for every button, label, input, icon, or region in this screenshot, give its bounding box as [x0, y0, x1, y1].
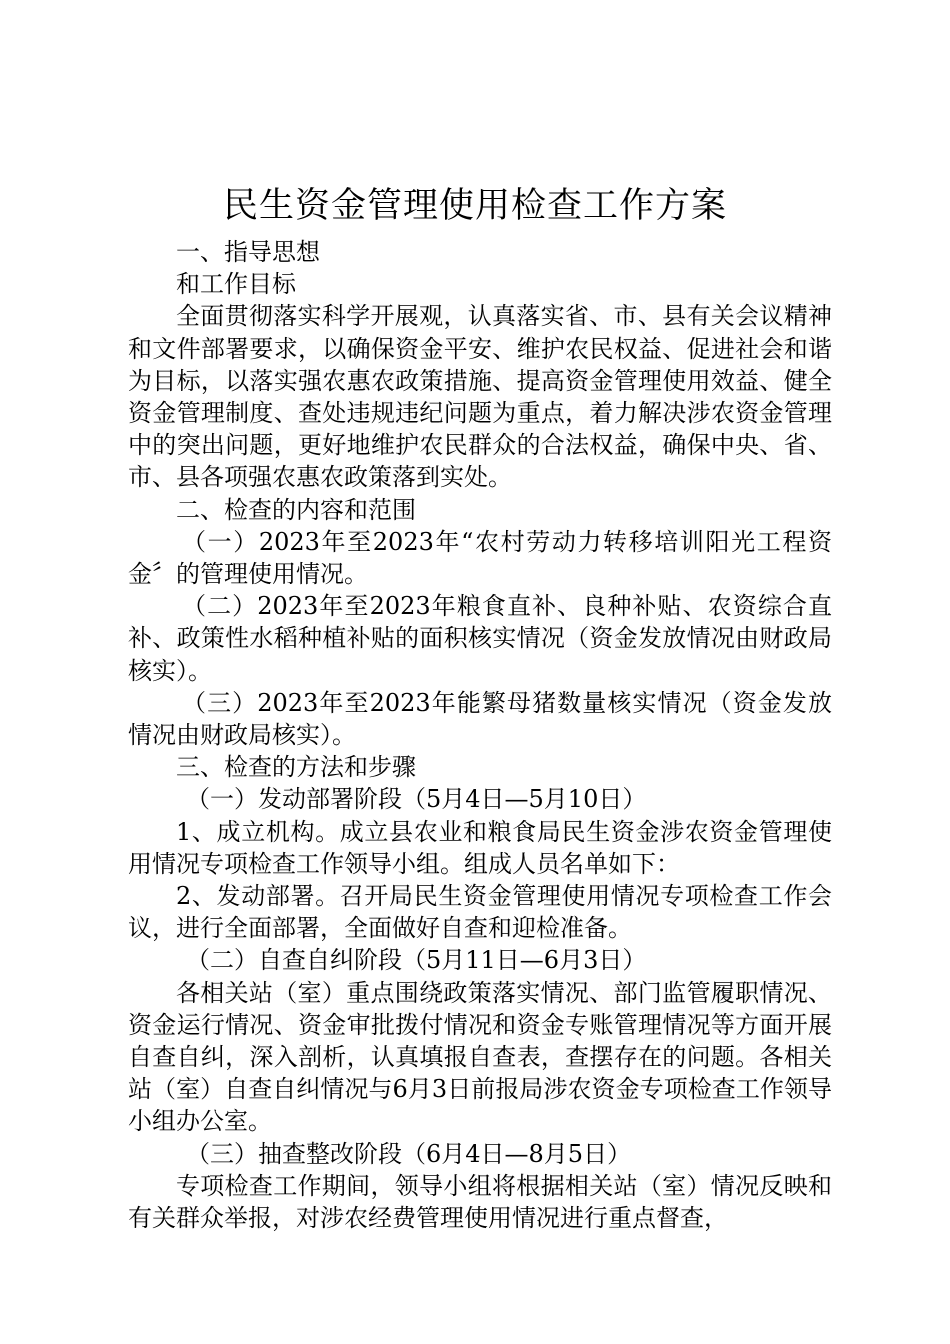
document-body	[128, 236, 832, 1234]
subsection-heading: （三）抽查整改阶段（6月4日—8月5日）	[186, 1139, 632, 1168]
paragraph: 各相关站（室）重点围绕政策落实情况、部门监管履职情况、资金运行情况、资金审批拨付情况和资金专账管理情况等方面开展自查自纠，深入剖析，认真填报自查表，查摆存在的问题。各相关站（室）自查自纠情况与6月3日前报局涉农资金专项检查工作领导小组办公室。	[128, 978, 832, 1136]
list-item: （一）2023年至2023年“农村劳动力转移培训阳光工程资金〞的管理使用情况。	[128, 527, 832, 589]
document-title: 民生资金管理使用检查工作方案	[222, 186, 727, 226]
paragraph: 专项检查工作期间，领导小组将根据相关站（室）情况反映和有关群众举报，对涉农经费管理使用情况进行重点督查，	[128, 1171, 832, 1233]
subsection-heading: （一）发动部署阶段（5月4日—5月10日）	[186, 785, 647, 814]
section-heading-3: 三、检查的方法和步骤	[176, 753, 416, 782]
paragraph: 1、成立机构。成立县农业和粮食局民生资金涉农资金管理使用情况专项检查工作领导小组。组成人员名单如下：	[128, 817, 832, 878]
list-item: （二）2023年至2023年粮食直补、良种补贴、农资综合直补、政策性水稻种植补贴的面积核实情况（资金发放情况由财政局核实）。	[128, 592, 832, 685]
section-heading-1: 一、指导思想	[176, 238, 320, 266]
paragraph: 2、发动部署。召开局民生资金管理使用情况专项检查工作会议，进行全面部署，全面做好自查和迎检准备。	[128, 882, 832, 943]
subsection-heading: （二）自查自纠阶段（5月11日—6月3日）	[186, 946, 647, 975]
paragraph: 全面贯彻落实科学开展观，认真落实省、市、县有关会议精神和文件部署要求，以确保资金平安、维护农民权益、促进社会和谐为目标，以落实强农惠农政策措施、提高资金管理使用效益、健全资金管理制度、查处违规违纪问题为重点，着力解决涉农资金管理中的突出问题，更好地维护农民群众的合法权益，确保中央、省、市、县各项强农惠农政策落到实处。	[128, 302, 832, 492]
paragraph: 和工作目标	[176, 270, 296, 299]
list-item: （三）2023年至2023年能繁母猪数量核实情况（资金发放情况由财政局核实）。	[128, 688, 832, 750]
section-heading-2: 二、检查的内容和范围	[176, 495, 416, 524]
